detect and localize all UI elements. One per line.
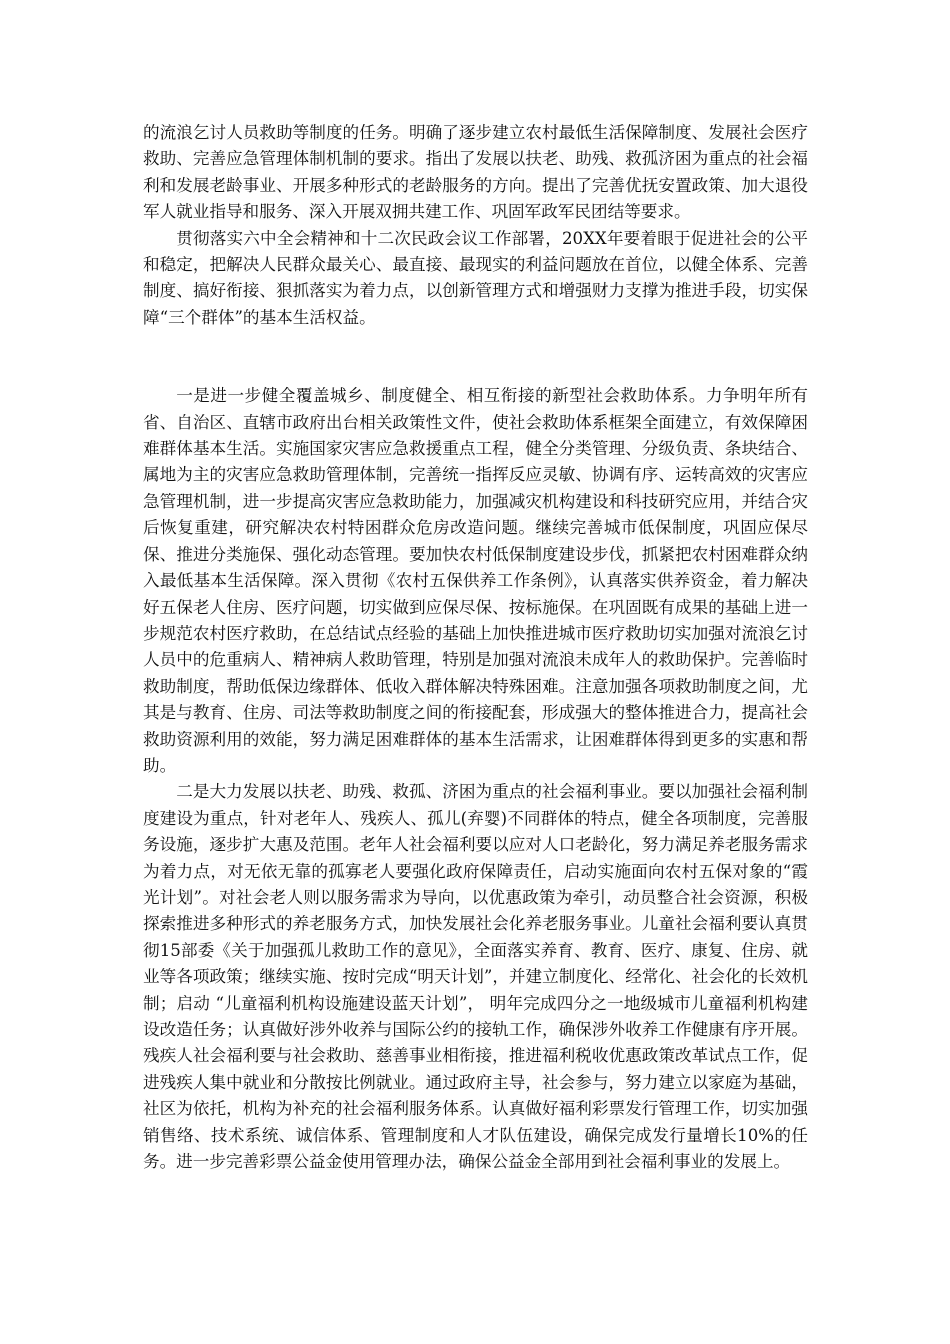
- paragraph-3: 一是进一步健全覆盖城乡、制度健全、相互衔接的新型社会救助体系。力争明年所有省、自治区、直辖市政府出台相关政策性文件，使社会救助体系框架全面建立，有效保障困难群体基本生活。实施国家灾害应急救援重点工程，健全分类管理、分级负责、条块结合、属地为主的灾害应急救助管理体制，完善统一指挥反应灵敏、协调有序、运转高效的灾害应急管理机制，进一步提高灾害应急救助能力，加强减灾机构建设和科技研究应用，并结合灾后恢复重建，研究解决农村特困群众危房改造问题。继续完善城市低保制度，巩固应保尽保、推进分类施保、强化动态管理。要加快农村低保制度建设步伐，抓紧把农村困难群众纳入最低基本生活保障。深入贯彻《农村五保供养工作条例》，认真落实供养资金，着力解决好五保老人住房、医疗问题，切实做到应保尽保、按标施保。在巩固既有成果的基础上进一步规范农村医疗救助，在总结试点经验的基础上加快推进城市医疗救助切实加强对流浪乞讨人员中的危重病人、精神病人救助管理，特别是加强对流浪未成年人的救助保护。完善临时救助制度，帮助低保边缘群体、低收入群体解决特殊困难。注意加强各项救助制度之间，尤其是与教育、住房、司法等救助制度之间的衔接配套，形成强大的整体推进合力，提高社会救助资源利用的效能，努力满足困难群体的基本生活需求，让困难群体得到更多的实惠和帮助。: [143, 386, 808, 775]
- document-body: [143, 120, 808, 1175]
- paragraph-2: 贯彻落实六中全会精神和十二次民政会议工作部署，20XX年要着眼于促进社会的公平和稳定，把解决人民群众最关心、最直接、最现实的利益问题放在首位，以健全体系、完善制度、搞好衔接、狠抓落实为着力点，以创新管理方式和增强财力支撑为推进手段，切实保障“三个群体”的基本生活权益。: [143, 228, 808, 327]
- paragraph-1: 的流浪乞讨人员救助等制度的任务。明确了逐步建立农村最低生活保障制度、发展社会医疗救助、完善应急管理体制机制的要求。指出了发展以扶老、助残、救孤济困为重点的社会福利和发展老龄事业、开展多种形式的老龄服务的方向。提出了完善优抚安置政策、加大退役军人就业指导和服务、深入开展双拥共建工作、巩固军政军民团结等要求。: [143, 123, 808, 222]
- paragraph-gap: [143, 331, 808, 383]
- paragraph-4: 二是大力发展以扶老、助残、救孤、济困为重点的社会福利事业。要以加强社会福利制度建设为重点，针对老年人、残疾人、孤儿(弃婴)不同群体的特点，健全各项制度，完善服务设施，逐步扩大惠及范围。老年人社会福利要以应对人口老龄化，努力满足养老服务需求为着力点，对无依无靠的孤寡老人要强化政府保障责任，启动实施面向农村五保对象的“霞光计划”。对社会老人则以服务需求为导向，以优惠政策为牵引，动员整合社会资源，积极探索推进多种形式的养老服务方式，加快发展社会化养老服务事业。儿童社会福利要认真贯彻15部委《关于加强孤儿救助工作的意见》，全面落实养育、教育、医疗、康复、住房、就业等各项政策；继续实施、按时完成“明天计划”，并建立制度化、经常化、社会化的长效机制；启动 “儿童福利机构设施建设蓝天计划”， 明年完成四分之一地级城市儿童福利机构建设改造任务；认真做好涉外收养与国际公约的接轨工作，确保涉外收养工作健康有序开展。残疾人社会福利要与社会救助、慈善事业相衔接，推进福利税收优惠政策改革试点工作，促进残疾人集中就业和分散按比例就业。通过政府主导，社会参与，努力建立以家庭为基础，社区为依托，机构为补充的社会福利服务体系。认真做好福利彩票发行管理工作，切实加强销售络、技术系统、诚信体系、管理制度和人才队伍建设，确保完成发行量增长10%的任务。进一步完善彩票公益金使用管理办法，确保公益金全部用到社会福利事业的发展上。: [143, 782, 809, 1172]
